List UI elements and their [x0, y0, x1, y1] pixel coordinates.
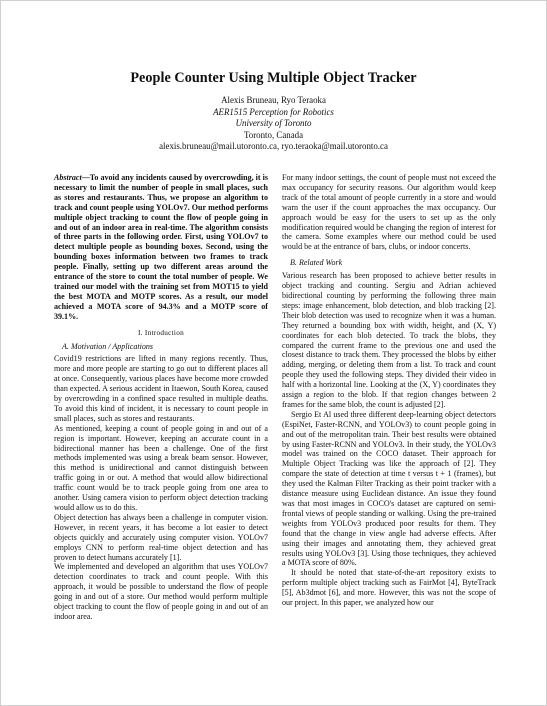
abstract	[54, 173, 268, 322]
authors: Alexis Bruneau, Ryo Teraoka	[221, 95, 326, 105]
paragraph: As mentioned, keeping a count of people going in and out of a region is important. However, keeping an accurate count in a bidirectional manner has been a challenge. One of the first methods implemented was using a break beam sensor. However, this method is unidirectional and cannot distinguish between traffic going in or out. A method that would allow bidirectional traffic count would be to track people going from one area to another. Using camera vision to perform object detection tracking would allow us to do this.	[54, 423, 268, 512]
emails: alexis.bruneau@mail.utoronto.ca, ryo.teraoka@mail.utoronto.ca	[159, 141, 388, 152]
paragraph: Object detection has always been a challenge in computer vision. However, in recent years, it has become a lot easier to detect objects quickly and accurately using computer vision. YOLOv7 employs CNN to perform real-time object detection and has proven to detect humans accurately [1].	[54, 512, 268, 562]
university: University of Toronto	[235, 118, 312, 129]
paragraph: Covid19 restrictions are lifted in many regions recently. Thus, more and more people are starting to go out to different places all at once. Consequently, various places have become more crowded than expected. A serious accident in Itaewon, South Korea, caused by overcrowding in a confined space resulted in multiple deaths. To avoid this kind of incident, it is necessary to count people in small places, such as stores and restaurants.	[54, 354, 268, 423]
right-column	[282, 173, 496, 608]
paragraph: Sergio Et Al used three different deep-learning object detectors (EspiNet, Faster-RCNN, and YOLOv3) to count people going in and out of the metropolitan train. Their best results were obtained by using Faster-RCNN and YOLOv3. In their study, the YOLOv3 model was trained on the COCO dataset. Their approach for Multiple Object Tracking was like the approach of [2]. They compare the state of detection at time t versus t + 1 (frames), but they used the Kalman Filter Tracking as their point tracker with a distance measure using Euclidean distance. An issue they found was that most images in COCO's dataset are captured on semi-frontal views of people standing or walking. Using the pre-trained weights from YOLOv3 produced poor results for them. They found that the change in view angle had adverse effects. After using their images and annotating them, they achieved great results using YOLOv3 [3]. Using those techniques, they achieved a MOTA score of 80%.	[282, 409, 496, 568]
paragraph: We implemented and developed an algorithm that uses YOLOv7 detection coordinates to track and count people. With this approach, it would be possible to understand the flow of people going in and out of a store. Our method would perform multiple object tracking to count the flow of people going in and out of an indoor area.	[54, 562, 268, 621]
course-affiliation: AER1515 Perception for Robotics	[213, 106, 334, 117]
subsection-heading-related-work: B. Related Work	[290, 258, 343, 268]
section-heading-introduction: I. Introduction	[137, 328, 185, 337]
subsection-heading-motivation: A. Motivation / Applications	[62, 341, 154, 351]
paragraph: It should be noted that state-of-the-art repository exists to perform multiple object tracking such as FairMot [4], ByteTrack [5], Ab3dmot [6], and more. However, this was not the scope of our project. In this paper, we analyzed how our	[282, 568, 496, 608]
left-column	[54, 173, 268, 622]
location: Toronto, Canada	[243, 129, 304, 140]
author-block	[1, 95, 546, 153]
abstract-text: —To avoid any incidents caused by overcrowding, it is necessary to limit the number of people in small places, such as stores and restaurants. Thus, we propose an algorithm to track and count people using YOLOv7. Our method performs multiple object tracking to count the flow of people going in and out of an indoor area in real-time. The algorithm consists of three parts in the following order. First, using YOLOv7 to detect multiple people as bounding boxes. Second, using the bounding boxes information between two frames to track people. Finally, setting up two different areas around the entrance of the store to count the total number of people. We trained our model with the training set from MOT15 to yield the best MOTA and MOTP scores. As a result, our model achieved a MOTA score of 94.3% and a MOTP score of 39.1%.	[54, 173, 268, 321]
paragraph: For many indoor settings, the count of people must not exceed the max occupancy for security reasons. Our algorithm would keep track of the total amount of people currently in a store and would warn the user if the count approaches the max occupancy. Our approach would be easy for the users to set up as the only modification required would be changing the region of interest for the camera. Some examples where our method could be used would be at the entrance of bars, clubs, or indoor concerts.	[282, 173, 496, 252]
paragraph: Various research has been proposed to achieve better results in object tracking and counting. Sergiu and Adrian achieved bidirectional counting by performing the following three main steps: image enhancement, blob detection, and blob tracking [2]. Their blob detection was used to recognize when it was a human. They returned a bounding box with width, height, and (X, Y) coordinates for each blob detected. To track the blobs, they compared the current frame to the previous one and used the closest distance to track them. They processed the blobs by either adding, merging, or deleting them from a list. To track and count people they used the following steps. They divided their video in half with a horizontal line. Looking at the (X, Y) coordinates they assign a region to the blob. If that region changes between 2 frames for the same blob, the count is adjusted [2].	[282, 271, 496, 409]
paper-title: People Counter Using Multiple Object Tracker	[130, 70, 417, 86]
abstract-label: Abstract	[54, 173, 82, 182]
